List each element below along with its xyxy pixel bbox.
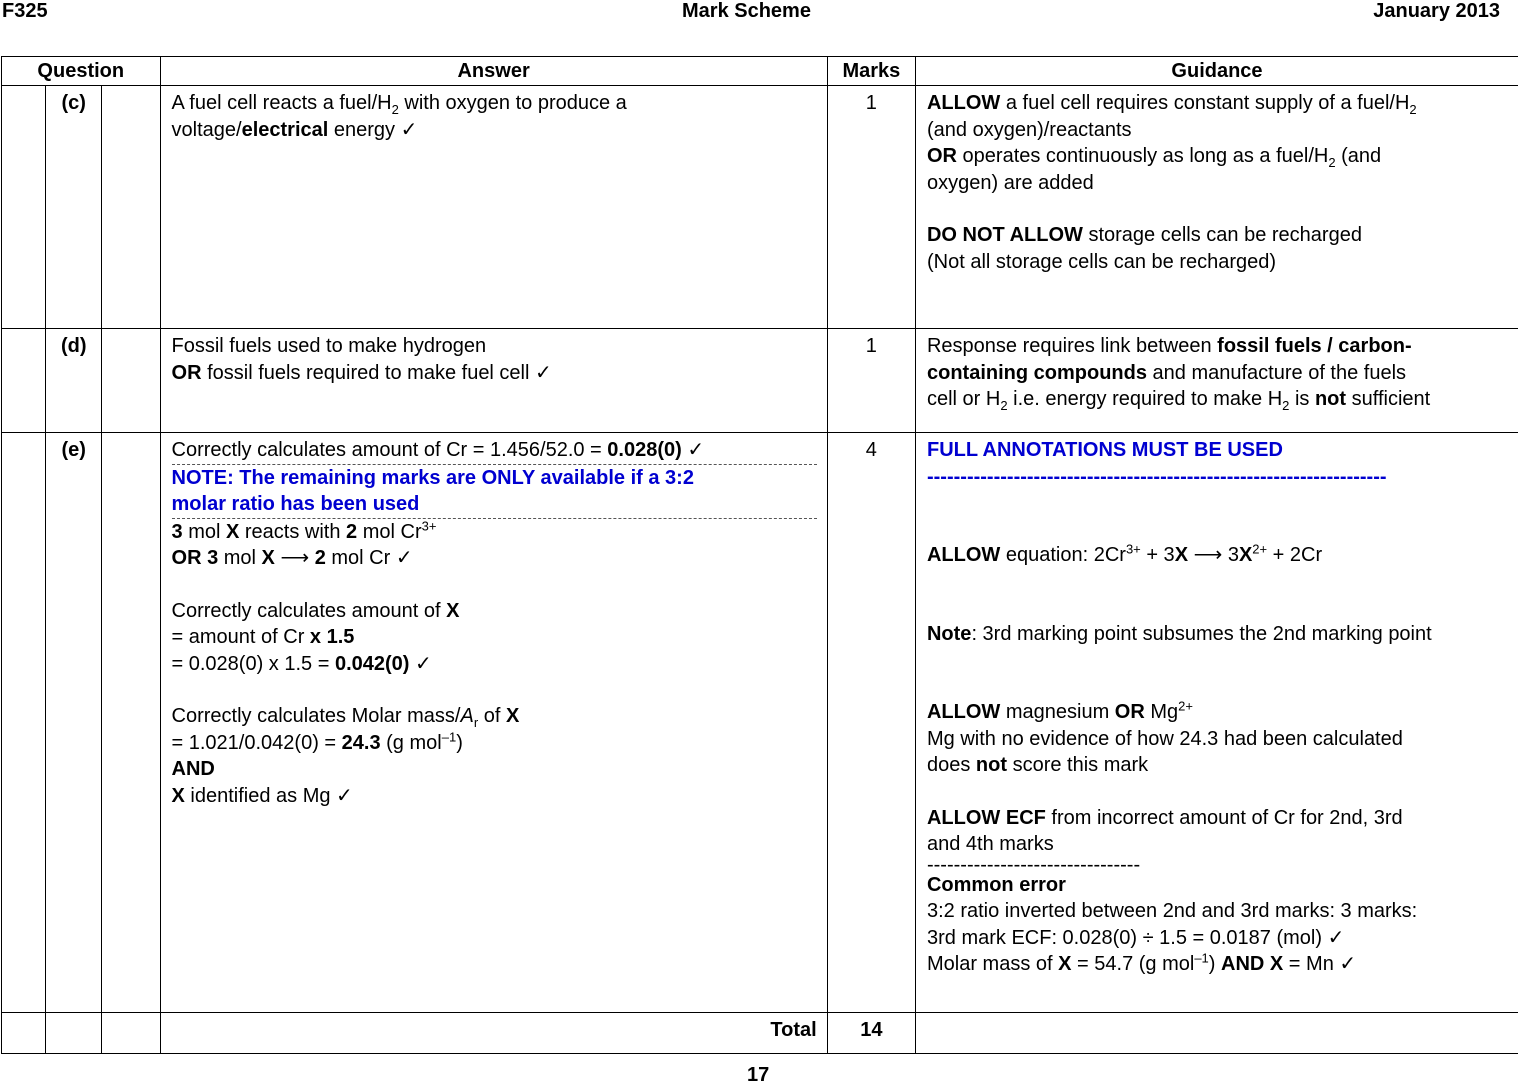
answer-cell-d: Fossil fuels used to make hydrogen OR fossil fuels required to make fuel cell ✓ — [160, 329, 827, 433]
question-part-d: (d) — [46, 329, 102, 433]
answer-cell-c: A fuel cell reacts a fuel/$H_2$ with oxygen to produce a voltage/electrical energy ✓ — [160, 86, 827, 329]
table-row-c — [2, 86, 1518, 329]
table-header-row — [2, 57, 1518, 86]
arrow-icon: ⟶ — [1188, 544, 1228, 566]
arrow-icon: ⟶ — [275, 547, 315, 569]
header-paper-code: F325 — [2, 0, 48, 23]
guidance-cell-e: FULL ANNOTATIONS MUST BE USED --------------------------------------------------------------------- ALLOW equation: $2Cr^{3+} + 3X$ ⟶ $3X^{2+} + 2Cr$ Note: 3rd marking point subsumes the 2nd marking point ALLOW magnesium OR $Mg^{2+}$ Mg with no evidence of how 24.3 had been calculated does not score this mark ALLOW ECF from incorrect amount of Cr for 2nd, 3rd and 4th marks -------------------------------- Common error 3:2 ratio inverted between 2nd and 3rd marks: 3 marks: 3rd mark ECF: 0.028(0) ÷ 1.5 = 0.0187 (mol) ✓ Molar mass of X = 54.7 (g mol$^{-1}$) AND X = Mn ✓ — [915, 433, 1518, 1013]
guidance-cell-d: Response requires link between fossil fuels / carbon- containing compounds and manufacture of the fuels cell or $H_2$ i.e. energy required to make $H_2$ is not sufficient — [915, 329, 1518, 433]
table-row-d — [2, 329, 1518, 433]
total-marks: 14 — [827, 1013, 915, 1054]
mark-scheme-table — [1, 56, 1518, 1054]
table-row-e — [2, 433, 1518, 1013]
header-date: January 2013 — [1373, 0, 1500, 23]
table-row-total — [2, 1013, 1518, 1054]
question-part-e: (e) — [46, 433, 102, 1013]
column-header-question: Question — [2, 57, 161, 86]
column-header-marks: Marks — [827, 57, 915, 86]
column-header-answer: Answer — [160, 57, 827, 86]
note-text: NOTE: The remaining marks are ONLY available if a 3:2 molar ratio has been used — [172, 465, 817, 519]
total-label: Total — [160, 1013, 827, 1054]
answer-cell-e: Correctly calculates amount of Cr = 1.456/52.0 = 0.028(0) ✓ NOTE: The remaining marks are ONLY available if a 3:2 molar ratio has been used 3 mol X reacts with 2 mol $Cr^{3+}$ OR 3 mol X ⟶ 2 mol Cr ✓ Correctly calculates amount of X = amount of Cr x 1.5 = 0.028(0) x 1.5 = 0.042(0) ✓ Correctly calculates Molar mass/$A_r$ of X = 1.021/0.042(0) = 24.3 (g mol$^{-1}$) AND X identified as Mg ✓ — [160, 433, 827, 1013]
guidance-cell-c: ALLOW a fuel cell requires constant supply of a fuel/$H_2$ (and oxygen)/reactants OR operates continuously as long as a fuel/$H_2$ (and oxygen) are added DO NOT ALLOW storage cells can be recharged (Not all storage cells can be recharged) — [915, 86, 1518, 329]
marks-cell-c: 1 — [827, 86, 915, 329]
question-part-c: (c) — [46, 86, 102, 329]
header-title: Mark Scheme — [682, 0, 811, 23]
page-number: 17 — [747, 1064, 769, 1087]
column-header-guidance: Guidance — [915, 57, 1518, 86]
marks-cell-e: 4 — [827, 433, 915, 1013]
marks-cell-d: 1 — [827, 329, 915, 433]
